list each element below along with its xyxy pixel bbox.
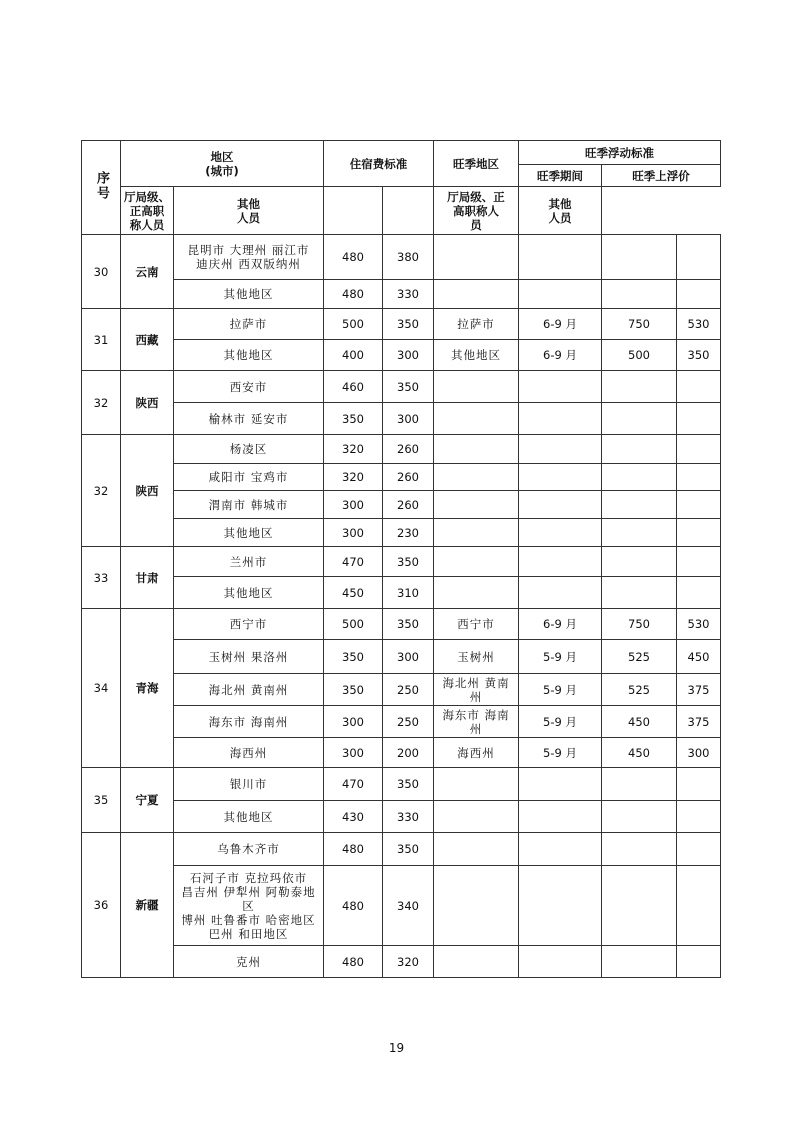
peak-other-cell (677, 768, 721, 801)
other-rate-cell: 230 (383, 519, 434, 547)
senior-rate-cell: 350 (324, 640, 383, 674)
header-up-senior: 厅局级、正 高职称人 员 (434, 187, 519, 235)
other-rate-cell: 200 (383, 738, 434, 768)
seq-cell: 32 (82, 435, 121, 547)
other-rate-cell: 300 (383, 340, 434, 371)
peak-region-cell (434, 946, 519, 978)
peak-senior-cell (602, 371, 677, 403)
peak-other-cell: 375 (677, 674, 721, 706)
peak-senior-cell (602, 946, 677, 978)
province-cell: 云南 (121, 235, 174, 309)
peak-senior-cell (602, 547, 677, 577)
text-line: 海北州 黄南州 (208, 682, 289, 697)
text-line: 其他地区 (223, 809, 274, 824)
table-row (82, 491, 721, 519)
table-row (82, 464, 721, 491)
text-line: 银川市 (229, 777, 268, 791)
city-cell (174, 706, 324, 738)
text-line: 昆明市 大理州 丽江市 (187, 243, 310, 257)
city-cell (174, 738, 324, 768)
city-cell (174, 946, 324, 978)
city-cell (174, 833, 324, 866)
peak-period-cell (519, 577, 602, 609)
text-line: 博州 吐鲁番市 哈密地区 (181, 912, 316, 927)
senior-rate-cell: 480 (324, 280, 383, 309)
header-senior: 厅局级、 正高职 称人员 (121, 187, 174, 235)
peak-other-cell (677, 801, 721, 833)
city-cell (174, 464, 324, 491)
senior-rate-cell: 500 (324, 609, 383, 640)
province-cell: 新疆 (121, 833, 174, 978)
city-cell (174, 577, 324, 609)
peak-region-cell (434, 768, 519, 801)
peak-region-cell (434, 519, 519, 547)
peak-region-cell (434, 738, 519, 768)
peak-senior-cell: 750 (602, 609, 677, 640)
table-row (82, 577, 721, 609)
peak-period-cell (519, 833, 602, 866)
peak-other-cell: 300 (677, 738, 721, 768)
text-line: 海北州 黄南 (442, 675, 510, 690)
peak-other-cell (677, 464, 721, 491)
city-cell (174, 768, 324, 801)
peak-region-cell (434, 833, 519, 866)
senior-rate-cell: 300 (324, 738, 383, 768)
city-cell (174, 674, 324, 706)
city-cell (174, 340, 324, 371)
province-cell: 西藏 (121, 309, 174, 371)
other-rate-cell: 260 (383, 435, 434, 464)
peak-period-cell (519, 946, 602, 978)
city-cell (174, 801, 324, 833)
peak-period-cell: 5-9 月 (519, 706, 602, 738)
peak-senior-cell: 525 (602, 640, 677, 674)
peak-senior-cell (602, 768, 677, 801)
lodging-standard-table (81, 140, 721, 978)
peak-other-cell (677, 403, 721, 435)
page-number: 19 (388, 1041, 405, 1055)
peak-region-cell (434, 435, 519, 464)
seq-cell: 33 (82, 547, 121, 609)
text-line: 巴州 和田地区 (208, 926, 289, 941)
senior-rate-cell: 350 (324, 403, 383, 435)
table-row (82, 768, 721, 801)
other-rate-cell: 350 (383, 309, 434, 340)
province-cell: 宁夏 (121, 768, 174, 833)
senior-rate-cell: 480 (324, 833, 383, 866)
text-line: 西宁市 (229, 617, 268, 631)
table-row (82, 403, 721, 435)
table-row (82, 280, 721, 309)
other-rate-cell: 300 (383, 403, 434, 435)
peak-region-cell (434, 801, 519, 833)
city-cell (174, 866, 324, 946)
peak-region-cell (434, 309, 519, 340)
peak-period-cell (519, 371, 602, 403)
senior-rate-cell: 500 (324, 309, 383, 340)
peak-other-cell (677, 435, 721, 464)
peak-other-cell (677, 371, 721, 403)
header-other: 其他 人员 (174, 187, 324, 235)
header-up-other: 其他 人员 (519, 187, 602, 235)
other-rate-cell: 300 (383, 640, 434, 674)
peak-senior-cell: 500 (602, 340, 677, 371)
senior-rate-cell: 470 (324, 768, 383, 801)
text-line: 昌吉州 伊犁州 阿勒泰地 (181, 884, 316, 899)
peak-other-cell: 350 (677, 340, 721, 371)
peak-other-cell (677, 235, 721, 280)
table-row (82, 866, 721, 946)
peak-other-cell (677, 547, 721, 577)
text-line: 拉萨市 (457, 317, 495, 331)
peak-region-cell (434, 706, 519, 738)
table-row (82, 435, 721, 464)
text-line: 西安市 (229, 379, 268, 394)
senior-rate-cell: 480 (324, 866, 383, 946)
senior-rate-cell: 400 (324, 340, 383, 371)
peak-other-cell (677, 280, 721, 309)
province-cell: 陕西 (121, 435, 174, 547)
peak-period-cell (519, 435, 602, 464)
text-line: 其他地区 (223, 585, 274, 600)
peak-senior-cell (602, 866, 677, 946)
province-cell: 甘肃 (121, 547, 174, 609)
peak-period-cell: 6-9 月 (519, 309, 602, 340)
peak-region-cell (434, 340, 519, 371)
text-line: 其他地区 (223, 525, 274, 540)
other-rate-cell: 350 (383, 768, 434, 801)
table-row (82, 340, 721, 371)
text-line: 拉萨市 (229, 317, 268, 331)
peak-other-cell: 450 (677, 640, 721, 674)
table-row (82, 309, 721, 340)
header-lodging: 住宿费标准 (324, 141, 434, 187)
peak-period-cell: 6-9 月 (519, 609, 602, 640)
city-cell (174, 235, 324, 280)
peak-senior-cell (602, 435, 677, 464)
table-row (82, 674, 721, 706)
text-line: 榆林市 延安市 (208, 411, 289, 426)
other-rate-cell: 260 (383, 491, 434, 519)
peak-period-cell: 6-9 月 (519, 340, 602, 371)
other-rate-cell: 350 (383, 609, 434, 640)
text-line: 海西州 (229, 745, 268, 760)
text-line: 玉树州 果洛州 (208, 649, 289, 664)
city-cell (174, 309, 324, 340)
table-row (82, 235, 721, 280)
peak-period-cell: 5-9 月 (519, 674, 602, 706)
peak-senior-cell: 450 (602, 706, 677, 738)
peak-other-cell: 530 (677, 609, 721, 640)
city-cell (174, 519, 324, 547)
text-line: 海东市 海南州 (208, 714, 289, 729)
peak-other-cell: 530 (677, 309, 721, 340)
peak-other-cell (677, 866, 721, 946)
senior-rate-cell: 460 (324, 371, 383, 403)
peak-senior-cell (602, 801, 677, 833)
province-cell: 青海 (121, 609, 174, 768)
seq-cell: 30 (82, 235, 121, 309)
city-cell (174, 280, 324, 309)
table-row (82, 706, 721, 738)
table-row (82, 946, 721, 978)
peak-region-cell (434, 464, 519, 491)
other-rate-cell: 350 (383, 833, 434, 866)
header-peak-period: 旺季期间 (519, 165, 602, 187)
senior-rate-cell: 470 (324, 547, 383, 577)
senior-rate-cell: 320 (324, 435, 383, 464)
seq-cell: 34 (82, 609, 121, 768)
senior-rate-cell: 430 (324, 801, 383, 833)
seq-cell: 36 (82, 833, 121, 978)
peak-region-cell (434, 577, 519, 609)
city-cell (174, 371, 324, 403)
peak-region-cell (434, 491, 519, 519)
city-cell (174, 640, 324, 674)
city-cell (174, 491, 324, 519)
peak-other-cell (677, 577, 721, 609)
peak-other-cell (677, 519, 721, 547)
peak-period-cell (519, 403, 602, 435)
peak-other-cell (677, 946, 721, 978)
table-row (82, 547, 721, 577)
senior-rate-cell: 480 (324, 946, 383, 978)
header-peak-region: 旺季地区 (434, 141, 519, 187)
text-line: 州 (469, 689, 483, 704)
senior-rate-cell: 480 (324, 235, 383, 280)
table-row (82, 738, 721, 768)
peak-period-cell (519, 547, 602, 577)
text-line: 石河子市 克拉玛依市 (189, 870, 308, 885)
table-row (82, 640, 721, 674)
header-peak-float: 旺季浮动标准 (519, 141, 721, 165)
senior-rate-cell: 450 (324, 577, 383, 609)
peak-period-cell (519, 491, 602, 519)
text-line: 州 (469, 721, 483, 736)
other-rate-cell: 250 (383, 674, 434, 706)
text-line: 其他地区 (223, 348, 274, 362)
text-line: 其他地区 (451, 348, 502, 362)
other-rate-cell: 260 (383, 464, 434, 491)
table-row (82, 801, 721, 833)
city-cell (174, 403, 324, 435)
header-seq: 序号 (82, 141, 121, 235)
other-rate-cell: 250 (383, 706, 434, 738)
peak-period-cell (519, 235, 602, 280)
table-row (82, 609, 721, 640)
text-line: 乌鲁木齐市 (217, 842, 280, 856)
peak-region-cell (434, 403, 519, 435)
text-line: 西宁市 (457, 617, 495, 631)
text-line: 渭南市 韩城市 (208, 497, 289, 512)
province-cell: 陕西 (121, 371, 174, 435)
peak-region-cell (434, 866, 519, 946)
peak-region-cell (434, 371, 519, 403)
peak-period-cell (519, 768, 602, 801)
peak-period-cell: 5-9 月 (519, 738, 602, 768)
header-peak-region-empty (324, 187, 383, 235)
city-cell (174, 435, 324, 464)
other-rate-cell: 310 (383, 577, 434, 609)
senior-rate-cell: 320 (324, 464, 383, 491)
peak-period-cell (519, 464, 602, 491)
seq-cell: 31 (82, 309, 121, 371)
other-rate-cell: 350 (383, 547, 434, 577)
header-peak-up: 旺季上浮价 (602, 165, 721, 187)
text-line: 兰州市 (229, 554, 268, 569)
peak-senior-cell (602, 577, 677, 609)
senior-rate-cell: 300 (324, 491, 383, 519)
text-line: 咸阳市 宝鸡市 (208, 470, 289, 484)
peak-senior-cell (602, 519, 677, 547)
other-rate-cell: 340 (383, 866, 434, 946)
text-line: 杨凌区 (229, 442, 268, 456)
peak-region-cell (434, 547, 519, 577)
peak-period-cell (519, 519, 602, 547)
peak-other-cell (677, 491, 721, 519)
city-cell (174, 547, 324, 577)
peak-region-cell (434, 235, 519, 280)
other-rate-cell: 320 (383, 946, 434, 978)
peak-senior-cell (602, 280, 677, 309)
peak-period-cell (519, 280, 602, 309)
peak-senior-cell (602, 491, 677, 519)
other-rate-cell: 330 (383, 801, 434, 833)
text-line: 区 (242, 898, 255, 913)
header-peak-period-empty (383, 187, 434, 235)
senior-rate-cell: 300 (324, 706, 383, 738)
peak-senior-cell (602, 833, 677, 866)
peak-period-cell: 5-9 月 (519, 640, 602, 674)
table-row (82, 833, 721, 866)
peak-senior-cell: 750 (602, 309, 677, 340)
peak-senior-cell: 525 (602, 674, 677, 706)
text-line: 海东市 海南 (442, 707, 510, 722)
other-rate-cell: 350 (383, 371, 434, 403)
table-row (82, 519, 721, 547)
peak-period-cell (519, 866, 602, 946)
text-line: 海西州 (457, 745, 495, 760)
table-body (82, 235, 721, 978)
peak-senior-cell (602, 403, 677, 435)
peak-other-cell: 375 (677, 706, 721, 738)
peak-senior-cell (602, 235, 677, 280)
peak-other-cell (677, 833, 721, 866)
peak-region-cell (434, 640, 519, 674)
text-line: 迪庆州 西双版纳州 (196, 257, 301, 271)
peak-period-cell (519, 801, 602, 833)
text-line: 玉树州 (457, 649, 495, 664)
seq-cell: 35 (82, 768, 121, 833)
senior-rate-cell: 350 (324, 674, 383, 706)
header-region: 地区 (城市) (121, 141, 324, 187)
other-rate-cell: 330 (383, 280, 434, 309)
text-line: 克州 (236, 954, 261, 969)
table-row (82, 371, 721, 403)
peak-senior-cell (602, 464, 677, 491)
senior-rate-cell: 300 (324, 519, 383, 547)
seq-cell: 32 (82, 371, 121, 435)
other-rate-cell: 380 (383, 235, 434, 280)
peak-region-cell (434, 609, 519, 640)
peak-senior-cell: 450 (602, 738, 677, 768)
city-cell (174, 609, 324, 640)
peak-region-cell (434, 280, 519, 309)
peak-region-cell (434, 674, 519, 706)
text-line: 其他地区 (223, 287, 274, 301)
